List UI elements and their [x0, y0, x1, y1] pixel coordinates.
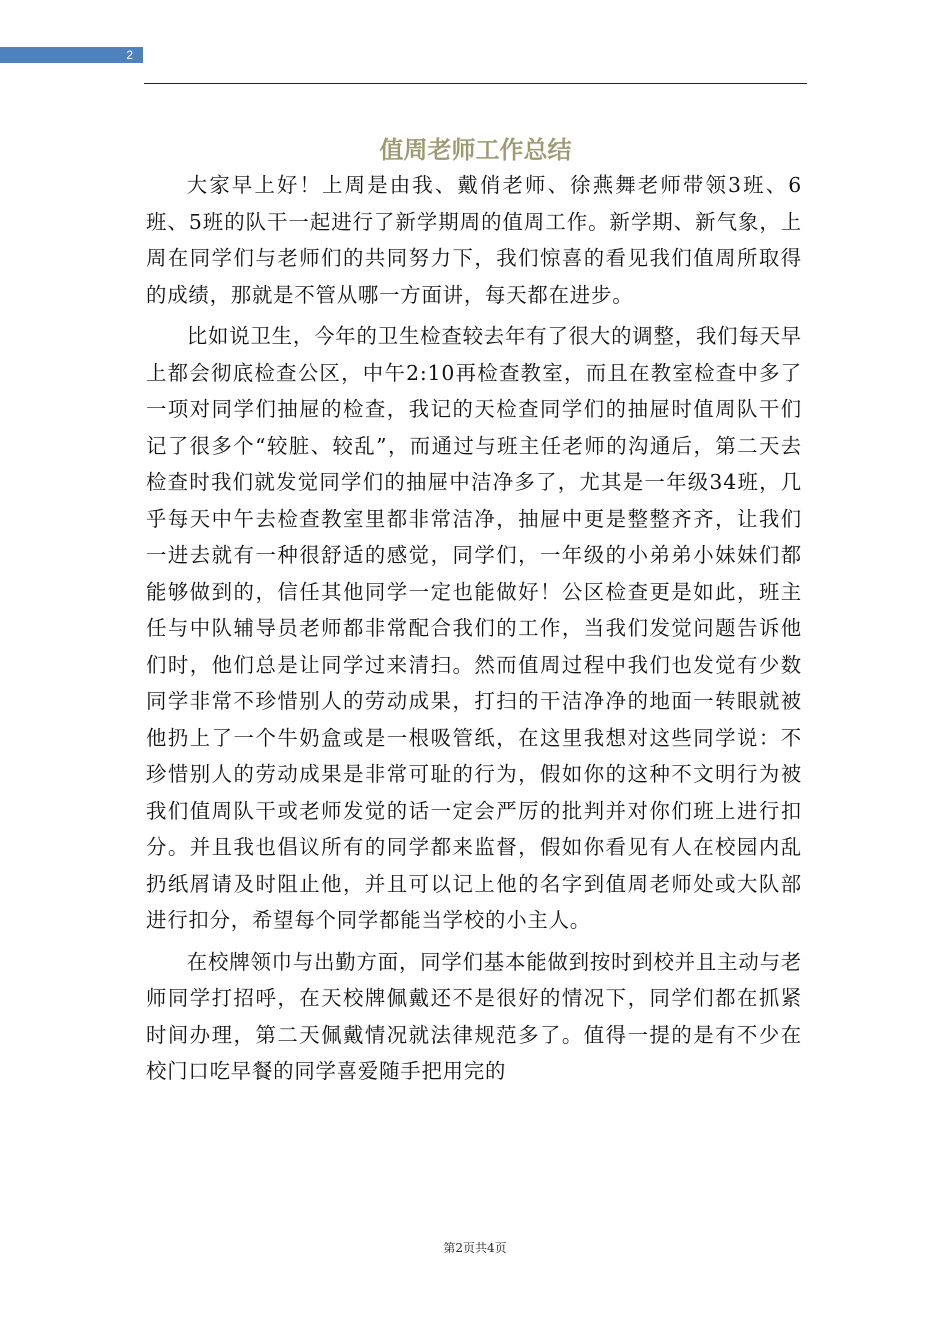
paragraph-2: 比如说卫生，今年的卫生检查较去年有了很大的调整，我们每天早上都会彻底检查公区，中午2:10再检查教室，而且在教室检查中多了一项对同学们抽屉的检查，我记的天检查同学们的抽屉时值周队干们记了很多个“较脏、较乱”，而通过与班主任老师的沟通后，第二天去检查时我们就发觉同学们的抽屉中洁净多了，尤其是一年级34班，几乎每天中午去检查教室里都非常洁净，抽屉中更是整整齐齐，让我们一进去就有一种很舒适的感觉，同学们，一年级的小弟弟小妹妹们都能够做到的，信任其他同学一定也能做好！公区检查更是如此，班主任与中队辅导员老师都非常配合我们的工作，当我们发觉问题告诉他们时，他们总是让同学过来清扫。然而值周过程中我们也发觉有少数同学非常不珍惜别人的劳动成果，打扫的干洁净净的地面一转眼就被他扔上了一个牛奶盒或是一根吸管纸，在这里我想对这些同学说：不珍惜别人的劳动成果是非常可耻的行为，假如你的这种不文明行为被我们值周队干或老师发觉的话一定会严厉的批判并对你们班上进行扣分。并且我也倡议所有的同学都来监督，假如你看见有人在校园内乱扔纸屑请及时阻止他，并且可以记上他的名字到值周老师处或大队部进行扣分，希望每个同学都能当学校的小主人。 — [146, 324, 802, 932]
document-body — [146, 167, 802, 1095]
document-title: 值周老师工作总结 — [379, 136, 572, 164]
page-number: 2 — [126, 48, 133, 62]
page-number-tab — [0, 47, 143, 63]
header-divider — [144, 83, 807, 84]
paragraph-1: 大家早上好！上周是由我、戴俏老师、徐燕舞老师带领3班、6班、5班的队干一起进行了新学期周的值周工作。新学期、新气象，上周在同学们与老师们的共同努力下，我们惊喜的看见我们值周所取得的成绩，那就是不管从哪一方面讲，每天都在进步。 — [146, 173, 802, 307]
page-footer: 第2页共4页 — [443, 1241, 507, 1255]
paragraph-3: 在校牌领巾与出勤方面，同学们基本能做到按时到校并且主动与老师同学打招呼，在天校牌佩戴还不是很好的情况下，同学们都在抓紧时间办理，第二天佩戴情况就法律规范多了。值得一提的是有不少在校门口吃早餐的同学喜爱随手把用完的 — [146, 949, 802, 1083]
